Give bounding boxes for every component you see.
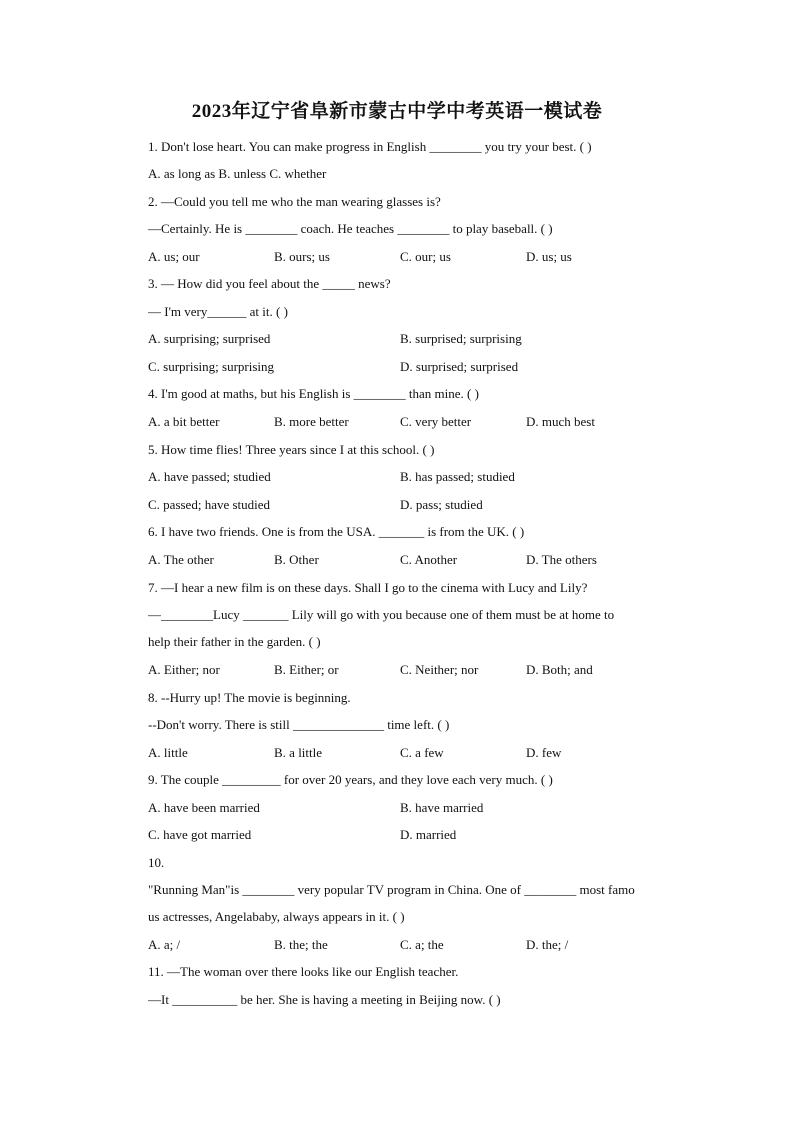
answer-option: B. a little xyxy=(274,745,323,760)
answer-option: D. pass; studied xyxy=(400,497,483,512)
question-line: —Certainly. He is ________ coach. He teaches ________ to play baseball. ( ) xyxy=(148,221,553,236)
question-line: 9. The couple _________ for over 20 years, and they love each very much. ( ) xyxy=(148,772,553,787)
answer-option: C. our; us xyxy=(400,249,451,264)
answer-option: A. The other xyxy=(148,552,214,567)
answer-option: B. the; the xyxy=(274,937,328,952)
answer-option: D. the; / xyxy=(526,937,569,952)
question-line: help their father in the garden. ( ) xyxy=(148,634,321,649)
answer-option: B. Other xyxy=(274,552,319,567)
question-line: 1. Don't lose heart. You can make progress in English ________ you try your best. ( ) xyxy=(148,139,592,154)
answer-option: A. a; / xyxy=(148,937,181,952)
answer-option: A. have passed; studied xyxy=(148,469,271,484)
page-title: 2023年辽宁省阜新市蒙古中学中考英语一模试卷 xyxy=(191,101,603,122)
answer-option: D. The others xyxy=(526,552,597,567)
answer-option: A. have been married xyxy=(148,800,260,815)
question-line: --Don't worry. There is still ______________ time left. ( ) xyxy=(148,717,450,732)
answer-option: A. a bit better xyxy=(148,414,220,429)
question-line: 8. --Hurry up! The movie is beginning. xyxy=(148,690,351,705)
question-line: 3. — How did you feel about the _____ news? xyxy=(148,276,391,291)
question-line: 10. xyxy=(148,855,165,870)
question-line: —It __________ be her. She is having a meeting in Beijing now. ( ) xyxy=(148,992,501,1007)
answer-option: D. surprised; surprised xyxy=(400,359,519,374)
question-line: 4. I'm good at maths, but his English is ________ than mine. ( ) xyxy=(148,386,479,401)
answer-option: C. a few xyxy=(400,745,444,760)
question-line: 2. —Could you tell me who the man wearing glasses is? xyxy=(148,194,441,209)
question-line: — I'm very______ at it. ( ) xyxy=(148,304,288,319)
question-line: 7. —I hear a new film is on these days. Shall I go to the cinema with Lucy and Lily? xyxy=(148,580,588,595)
answer-option: B. ours; us xyxy=(274,249,330,264)
answer-option: C. have got married xyxy=(148,827,252,842)
question-line: "Running Man"is ________ very popular TV program in China. One of ________ most famo xyxy=(148,882,635,897)
answer-option: C. surprising; surprising xyxy=(148,359,275,374)
answer-option: D. Both; and xyxy=(526,662,593,677)
question-line: —________Lucy _______ Lily will go with you because one of them must be at home to xyxy=(148,607,615,622)
answer-option: C. very better xyxy=(400,414,472,429)
answer-option: B. surprised; surprising xyxy=(400,331,522,346)
answer-option: C. Another xyxy=(400,552,458,567)
answer-option: D. much best xyxy=(526,414,595,429)
answer-option: B. more better xyxy=(274,414,349,429)
question-line: 11. —The woman over there looks like our English teacher. xyxy=(148,964,459,979)
answer-option: B. have married xyxy=(400,800,484,815)
answer-option: B. has passed; studied xyxy=(400,469,515,484)
answer-option: C. a; the xyxy=(400,937,444,952)
answer-option: B. Either; or xyxy=(274,662,339,677)
answer-option: D. few xyxy=(526,745,562,760)
answer-option: A. surprising; surprised xyxy=(148,331,271,346)
answer-option: C. passed; have studied xyxy=(148,497,271,512)
question-line: A. as long as B. unless C. whether xyxy=(148,166,327,181)
question-line: us actresses, Angelababy, always appears in it. ( ) xyxy=(148,909,405,924)
answer-option: A. us; our xyxy=(148,249,200,264)
answer-option: D. us; us xyxy=(526,249,572,264)
question-line: 6. I have two friends. One is from the USA. _______ is from the UK. ( ) xyxy=(148,524,525,539)
answer-option: C. Neither; nor xyxy=(400,662,479,677)
question-line: 5. How time flies! Three years since I at this school. ( ) xyxy=(148,442,435,457)
answer-option: A. little xyxy=(148,745,188,760)
answer-option: D. married xyxy=(400,827,457,842)
answer-option: A. Either; nor xyxy=(148,662,220,677)
